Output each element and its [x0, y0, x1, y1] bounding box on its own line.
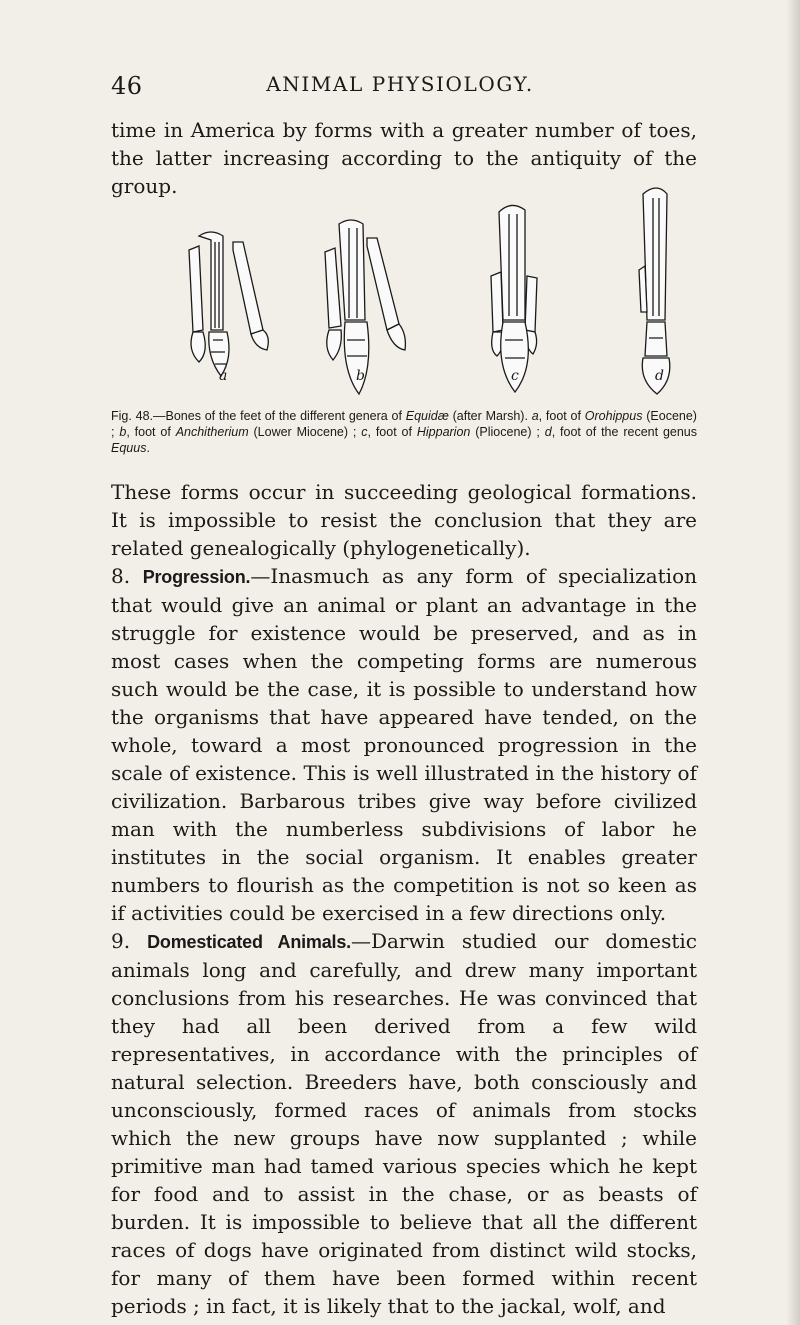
page-header	[0, 72, 800, 102]
page-edge-shadow	[786, 0, 800, 1325]
caption-d: d	[544, 425, 552, 439]
section-9-text: —Darwin studied our domestic animals long and carefully, and drew many important conclusions from his researches. He was convinced that they had all been derived from a few wild representatives, in accordance with the principles of natural selection. Breeders have, both consciously and unconsciously, formed races of animals from stocks which the new groups have now supplanted ; while primitive man had tamed various species which he kept for food and to assist in the chase, or as beasts of burden. It is impossible to believe that all the different races of dogs have originated from distinct wild stocks, for many of them have been formed within recent periods ; in fact, it is likely that to the jackal, wolf, and	[111, 929, 697, 1318]
caption-b: b	[119, 425, 127, 439]
caption-mid4: (Pliocene) ;	[470, 425, 545, 439]
figure-label-d: d	[655, 368, 664, 384]
caption-c-text: , foot of	[367, 425, 417, 439]
caption-prefix: Fig. 48.—Bones of the feet of the different genera of	[111, 409, 406, 423]
intro-text: time in America by forms with a greater number of toes, the latter increasing according to the antiquity of the group.	[111, 118, 697, 198]
figure-label-a: a	[219, 368, 228, 384]
caption-anchitherium: Anchitherium	[175, 425, 249, 439]
caption-mid2: (Eocene) ;	[111, 409, 697, 439]
foot-b-anchitherium	[325, 220, 405, 394]
caption-equus: Equus	[111, 441, 147, 455]
caption-mid3: (Lower Miocene) ;	[248, 425, 362, 439]
section-domesticated-animals	[111, 927, 697, 1320]
body-text	[111, 478, 697, 1320]
running-head: ANIMAL PHYSIOLOGY.	[266, 72, 534, 96]
foot-c-hipparion	[491, 205, 537, 392]
horse-feet-illustration	[111, 180, 697, 402]
caption-b-text: , foot of	[126, 425, 176, 439]
caption-mid1: (after Marsh).	[448, 409, 532, 423]
section-8-text: —Inasmuch as any form of specialization that would give an animal or plant an advantage in the struggle for existence would be preserved, and as in most cases when the competing forms are numerous such would be the case, it is possible to understand how the organisms that have appeared have tended, on the whole, toward a most pronounced progression in the scale of existence. This is well illustrated in the history of civilization. Barbarous tribes give way before civilized man with the numberless subdivisions of labor he institutes in the social organism. It enables greater numbers to flourish as the competition is not so keen as if activities could be exercised in a few directions only.	[111, 564, 697, 925]
caption-c: c	[361, 425, 368, 439]
figure-label-b: b	[356, 368, 365, 384]
figure-label-c: c	[511, 368, 519, 384]
paragraph-genealogy: These forms occur in succeeding geological formations. It is impossible to resist the conclusion that they are related genealogically (phylogenetically).	[111, 480, 697, 560]
section-progression	[111, 562, 697, 927]
section-9-number: 9.	[111, 929, 148, 953]
foot-d-equus	[639, 188, 670, 394]
caption-orohippus: Orohippus	[584, 409, 643, 423]
caption-a-text: , foot of	[538, 409, 585, 423]
caption-hipparion: Hipparion	[416, 425, 471, 439]
section-9-heading: Domesticated Animals.	[147, 932, 351, 952]
figure-caption	[111, 408, 697, 456]
caption-equidae: Equidæ	[405, 409, 449, 423]
caption-end: .	[146, 441, 150, 455]
page-number: 46	[111, 72, 143, 100]
section-8-number: 8.	[111, 564, 143, 588]
caption-d-text: , foot of the recent genus	[551, 425, 697, 439]
caption-a: a	[531, 409, 539, 423]
foot-a-orohippus	[189, 232, 268, 376]
section-8-heading: Progression.	[142, 567, 251, 587]
